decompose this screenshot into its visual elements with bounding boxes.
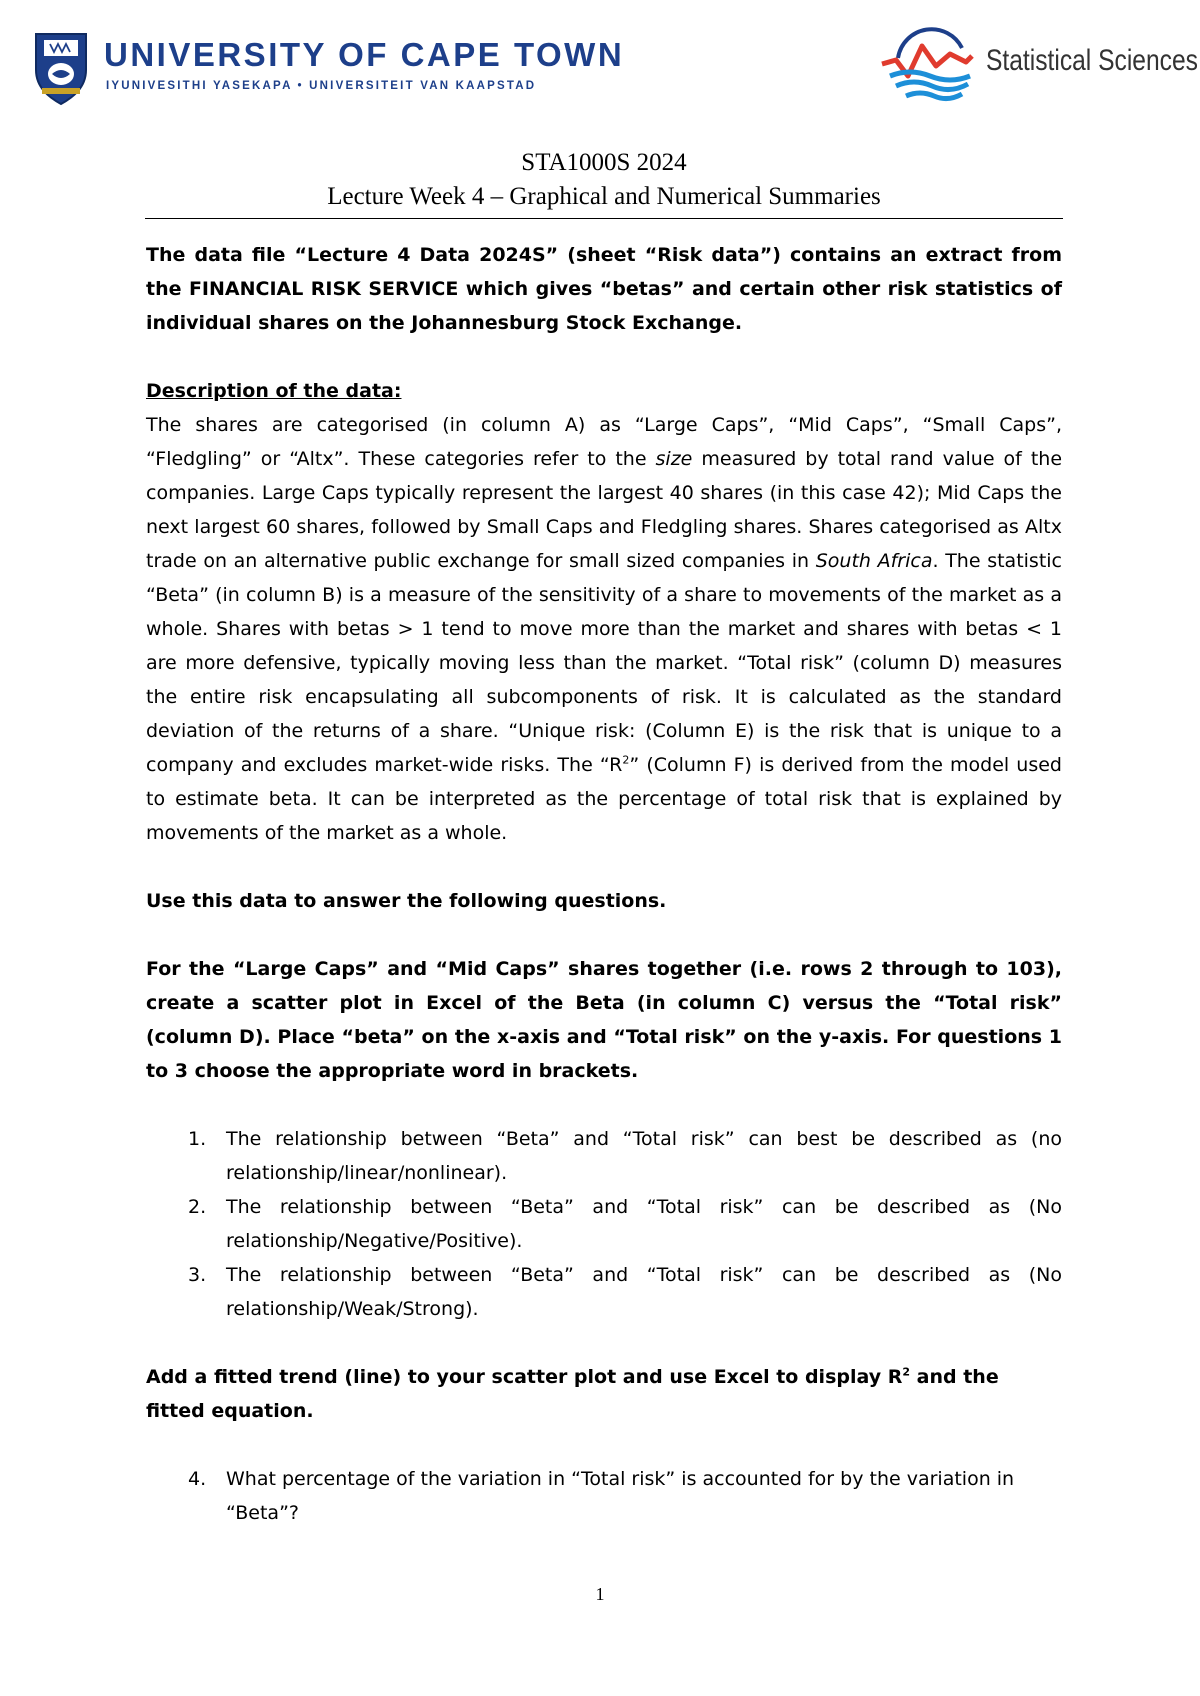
description-text: ” (Column F) is derived from the model used to estimate beta. It can be interpreted as the percentage of total risk that is explained by movements of the market as a whole. <box>146 754 1062 844</box>
spacer <box>146 1428 1062 1462</box>
statistical-sciences-logo <box>876 18 1198 108</box>
intro-paragraph: The data file “Lecture 4 Data 2024S” (sheet “Risk data”) contains an extract from the FINANCIAL RISK SERVICE which gives “betas” and certain other risk statistics of individual shares on the Johannesburg Stock Exchange. <box>146 244 1062 334</box>
question-item <box>146 1462 1062 1530</box>
trend-text: Add a fitted trend (line) to your scatter plot and use Excel to display R <box>146 1366 903 1388</box>
question-item <box>146 1122 1062 1190</box>
waves-chart-icon <box>876 18 976 108</box>
spacer <box>146 1326 1062 1360</box>
instructions-paragraph: For the “Large Caps” and “Mid Caps” shares together (i.e. rows 2 through to 103), create a scatter plot in Excel of the Beta (in column C) versus the “Total risk” (column D). Place “beta” on the x-axis and “Total risk” on the y-axis. For questions 1 to 3 choose the appropriate word in brackets. <box>146 958 1062 1082</box>
question-text: The relationship between “Beta” and “Total risk” can best be described as (no relationship/linear/nonlinear). <box>226 1128 1062 1184</box>
trend-text: and the fitted equation. <box>146 1366 999 1422</box>
document-body <box>146 238 1062 1530</box>
r-squared-superscript: 2 <box>622 753 630 767</box>
question-number: 3. <box>188 1264 207 1286</box>
question-list <box>146 1122 1062 1326</box>
question-list-2 <box>146 1462 1062 1530</box>
trend-instruction <box>146 1360 1062 1428</box>
university-name: UNIVERSITY OF CAPE TOWN <box>104 36 625 73</box>
description-paragraph <box>146 408 1062 850</box>
description-text: . The statistic “Beta” (in column B) is a measure of the sensitivity of a share to movements of the market as a whole. Shares with betas > 1 tend to move more than the market and shares with betas < 1 are more defensive, typically moving less than the market. “Total risk” (column D) measures the entire risk encapsulating all subcomponents of risk. It is calculated as the standard deviation of the returns of a share. “Unique risk: (Column E) is the risk that is unique to a company and excludes market-wide risks. The “R <box>146 550 1063 776</box>
course-title: STA1000S 2024 <box>521 149 687 176</box>
description-text: measured by total rand value of the companies. Large Caps typically represent the largest 40 shares (in this case 42); Mid Caps the next largest 60 shares, followed by Small Caps and Fledgling shares. Shares categorised as Altx trade on an alternative public exchange for small sized companies in <box>146 448 1063 572</box>
question-item <box>146 1190 1062 1258</box>
question-text: The relationship between “Beta” and “Total risk” can be described as (No relationship/Weak/Strong). <box>226 1264 1062 1320</box>
spacer <box>146 850 1062 884</box>
spacer <box>146 340 1062 374</box>
uct-shield-icon <box>32 30 90 106</box>
lecture-title: Lecture Week 4 – Graphical and Numerical Summaries <box>327 183 881 210</box>
spacer <box>146 1088 1062 1122</box>
question-item <box>146 1258 1062 1326</box>
question-number: 4. <box>188 1468 207 1490</box>
uct-logo <box>32 30 625 110</box>
description-text: The shares are categorised (in column A) as “Large Caps”, “Mid Caps”, “Small Caps”, “Fledgling” or “Altx”. These categories refer to the <box>146 414 1062 470</box>
question-text: What percentage of the variation in “Total risk” is accounted for by the variation in “Beta”? <box>226 1468 1015 1524</box>
description-italic-south-africa: South Africa <box>815 550 933 572</box>
question-text: The relationship between “Beta” and “Total risk” can be described as (No relationship/Negative/Positive). <box>226 1196 1062 1252</box>
question-number: 2. <box>188 1196 207 1218</box>
department-name: Statistical Sciences <box>986 44 1198 77</box>
spacer <box>146 918 1062 952</box>
title-block <box>145 146 1063 214</box>
page-number: 1 <box>595 1584 605 1604</box>
question-number: 1. <box>188 1128 207 1150</box>
description-heading: Description of the data: <box>146 380 402 402</box>
r-squared-superscript: 2 <box>902 1365 911 1379</box>
use-data-line: Use this data to answer the following questions. <box>146 890 667 912</box>
title-divider <box>145 218 1063 219</box>
university-subtitle: IYUNIVESITHI YASEKAPA • UNIVERSITEIT VAN KAAPSTAD <box>106 80 537 92</box>
description-italic-size: size <box>655 448 693 470</box>
